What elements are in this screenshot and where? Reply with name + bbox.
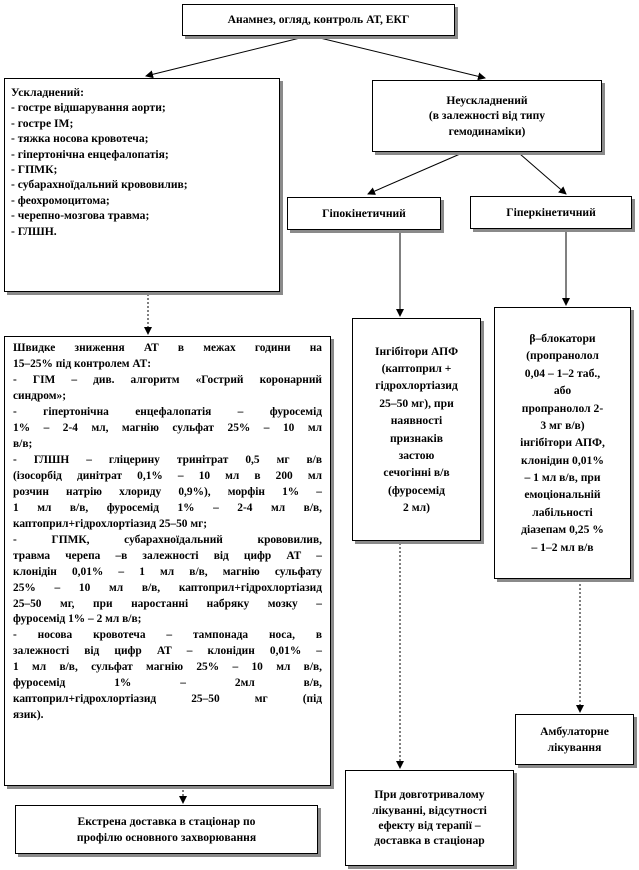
rapid-line: травма черепа –в залежності від цифр АТ – <box>13 549 322 562</box>
beta-line: – 1–2 мл в/в <box>531 540 594 554</box>
hyperkinetic-label: Гіперкінетичний <box>506 205 596 219</box>
rapid-line: 1% – 2-4 мл, магнію сульфат 25% – 10 мл <box>13 421 322 434</box>
rapid-line: каптоприл+гідрохлортіазид 25–50 мг; <box>13 517 208 530</box>
arrow-top-to-complicated <box>146 38 300 76</box>
rapid-line: залежності від цифр АТ – клонідин 0,01% – <box>13 645 322 658</box>
complicated-item: - черепно-мозгова травма; <box>11 209 150 223</box>
beta-blockers-box <box>494 307 631 579</box>
rapid-line: розчин натрію хлориду 0,9%), морфін 1% – <box>13 485 322 498</box>
beta-line: 3 мг в/в) <box>540 418 585 432</box>
ace-line: сечогінні в/в <box>383 466 450 480</box>
complicated-item: - субарахноїдальний крововилив; <box>11 178 188 192</box>
rapid-line: фуросемід 1% – 2 мл в/в; <box>13 613 142 626</box>
ace-line: 2 мл) <box>403 501 430 515</box>
beta-line: – 1 мл в/в, при <box>524 471 601 485</box>
rapid-line: - ГІМ – див. алгоритм «Гострий коронарний <box>13 373 322 386</box>
hypokinetic-box <box>287 197 441 230</box>
uncomplicated-line: (в залежності від типу <box>428 109 546 123</box>
rapid-line: 25–50 мг, при наростанні набряку мозку – <box>13 597 322 610</box>
rapid-line: фуросемід 1% – 2мл в/в, <box>13 677 322 690</box>
uncomplicated-line: гемодинаміки) <box>448 124 526 138</box>
emergency-line: профілю основного захворювання <box>76 830 257 844</box>
rapid-line: Швидке зниження АТ в межах години на <box>13 342 322 354</box>
arrow-uncomplicated-to-hyperkinetic <box>520 154 566 194</box>
complicated-item: - гіпертонічна енцефалопатія; <box>11 147 169 161</box>
assessment-text: Анамнез, огляд, контроль АТ, ЕКГ <box>227 13 410 27</box>
beta-line: пропранолол 2- <box>521 401 604 415</box>
beta-line: інгібітори АПФ, <box>520 436 605 450</box>
hypokinetic-label: Гіпокінетичний <box>322 206 406 220</box>
rapid-line: синдром»; <box>13 389 67 402</box>
long-term-box <box>345 770 514 866</box>
rapid-line: клонідін 0,01% – 1 мл в/в, магнію сульфату <box>13 565 322 578</box>
complicated-item: - ГЛШН. <box>11 224 57 238</box>
long-term-line: доставка в стаціонар <box>374 834 485 848</box>
outpatient-line: лікування <box>547 740 602 754</box>
rapid-line: - ГПМК, субарахноїдальний крововилив, <box>13 533 322 546</box>
beta-line: діазепам 0,25 % <box>521 523 604 537</box>
beta-line: (пропранолол <box>526 349 599 363</box>
assessment-box <box>182 4 455 36</box>
rapid-line: 1 мл в/в, фуросемід 1% – 2-4 мл в/в, <box>13 501 322 514</box>
rapid-line: в/в; <box>13 437 33 450</box>
beta-line: клонідин 0,01% <box>521 453 604 467</box>
ace-line: 25–50 мг), при <box>379 396 454 410</box>
outpatient-box <box>515 714 634 765</box>
complicated-title: Ускладнений: <box>11 86 84 99</box>
rapid-line: - носова кровотеча – тампонада носа, в <box>13 629 322 642</box>
beta-line: лабільності <box>532 505 593 519</box>
ace-line: (фуросемід <box>387 483 446 497</box>
rapid-line: 1 мл в/в, сульфат магнію 25% – 10 мл в/в, <box>13 661 322 674</box>
beta-line: β–блокатори <box>529 331 596 345</box>
rapid-line: - ГЛШН – гліцерину тринітрат 0,5 мг в/в <box>13 453 322 466</box>
ace-inhibitor-box <box>352 318 481 541</box>
uncomplicated-box <box>372 80 602 152</box>
rapid-line: 25% – 10 мл в/в, каптоприл+гідрохлортіазид <box>13 581 322 594</box>
uncomplicated-line: Неускладнений <box>446 93 528 107</box>
rapid-line: - гіпертонічна енцефалопатія – фуросемід <box>13 405 322 418</box>
ace-line: гідрохлортіазид <box>375 379 458 393</box>
beta-line: емоціональній <box>524 488 601 502</box>
beta-line: 0,04 – 1–2 таб., <box>524 366 601 380</box>
complicated-item: - гостре відшарування аорти; <box>11 101 166 115</box>
complicated-item: - тяжка носова кровотеча; <box>11 132 149 146</box>
emergency-delivery-box <box>15 805 318 854</box>
ace-line: застою <box>398 448 435 462</box>
hyperkinetic-box <box>470 196 632 229</box>
rapid-line: язик). <box>13 709 44 722</box>
ace-line: Інгібітори АПФ <box>374 344 459 358</box>
beta-line: або <box>553 384 572 398</box>
arrow-uncomplicated-to-hypokinetic <box>368 154 460 194</box>
rapid-line: 15–25% під контролем АТ: <box>13 357 152 370</box>
ace-line: признаків <box>389 431 444 445</box>
complicated-item: - гостре ІМ; <box>11 116 74 130</box>
emergency-line: Екстрена доставка в стаціонар по <box>77 815 256 829</box>
rapid-line: (ізосорбід динітрат 0,1% – 10 мл в 200 мл <box>13 469 322 482</box>
outpatient-line: Амбулаторне <box>540 725 609 739</box>
rapid-reduction-box <box>4 336 331 786</box>
complicated-item: - феохромоцитома; <box>11 193 110 207</box>
rapid-line: каптоприл+гідрохлортіазид 25–50 мг (під <box>13 693 322 706</box>
complicated-box <box>4 78 280 292</box>
complicated-item: - ГПМК; <box>11 163 58 177</box>
ace-line: наявності <box>390 414 443 428</box>
long-term-line: При довготривалому <box>374 788 485 802</box>
long-term-line: ефекту від терапії – <box>378 819 481 832</box>
arrow-top-to-uncomplicated <box>320 38 485 78</box>
ace-line: (каптоприл + <box>381 361 452 375</box>
long-term-line: лікуванні, відсутності <box>372 803 487 817</box>
